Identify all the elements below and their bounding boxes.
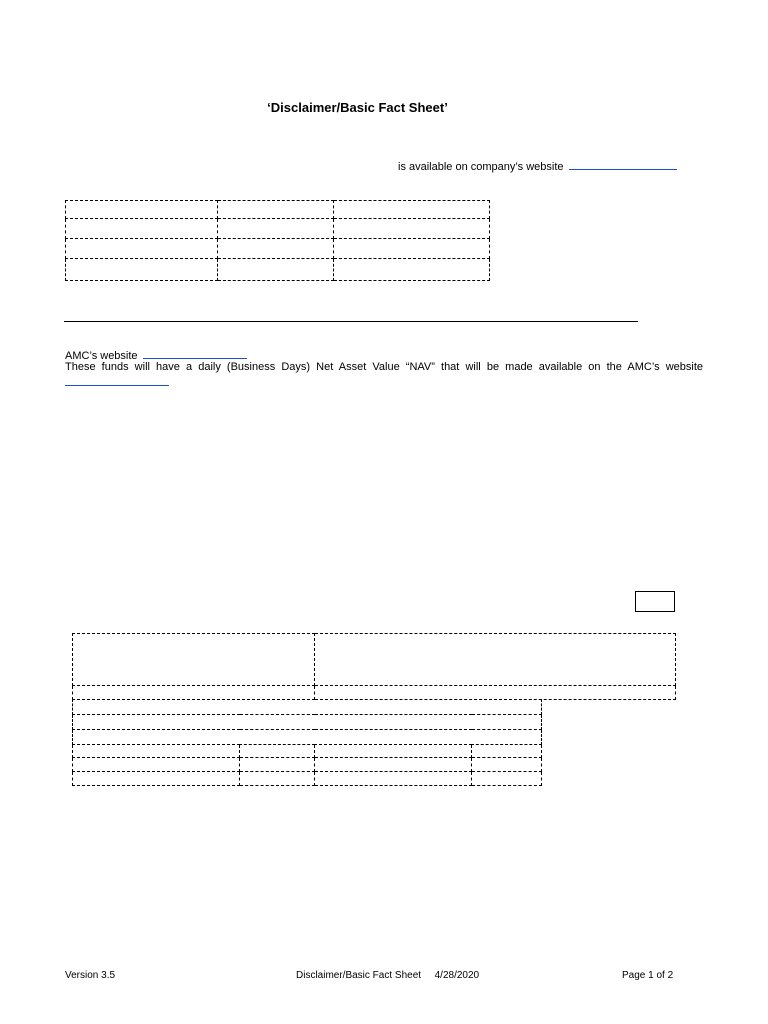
- table-cell: [240, 771, 315, 785]
- table-cell: [315, 634, 676, 686]
- table-cell: [315, 771, 472, 785]
- page-title: ‘Disclaimer/Basic Fact Sheet’: [267, 100, 448, 115]
- signature-line: [64, 321, 638, 322]
- table-cell: [472, 757, 542, 771]
- table-cell: [73, 634, 315, 686]
- table-cell: [66, 239, 218, 259]
- footer-version: Version 3.5: [65, 970, 116, 981]
- table-cell: [240, 757, 315, 771]
- table-cell: [73, 729, 542, 744]
- table-cell: [73, 757, 240, 771]
- table-cell: [218, 201, 334, 219]
- info-table-1: [65, 200, 490, 281]
- table-cell: [315, 686, 676, 700]
- table-cell: [472, 771, 542, 785]
- table-cell: [73, 714, 542, 729]
- footer-page: Page 1 of 2: [622, 970, 674, 981]
- table-cell: [66, 259, 218, 281]
- availability-line: [398, 158, 677, 174]
- table-cell: [472, 744, 542, 757]
- table-cell: [334, 219, 490, 239]
- table-cell: [334, 239, 490, 259]
- table-cell: [66, 201, 218, 219]
- table-cell: [334, 201, 490, 219]
- table-cell: [66, 219, 218, 239]
- table-cell: [73, 699, 542, 714]
- table-cell: [315, 744, 472, 757]
- footer-doc-name: Disclaimer/Basic Fact Sheet: [296, 970, 422, 981]
- footer-date: 4/28/2020: [434, 970, 480, 981]
- info-table-2: [72, 633, 676, 700]
- table-cell: [218, 219, 334, 239]
- company-website-link[interactable]: [569, 158, 677, 170]
- table-cell: [218, 259, 334, 281]
- table-cell: [73, 686, 315, 700]
- amc-website-link[interactable]: [143, 347, 247, 359]
- table-cell: [73, 771, 240, 785]
- table-cell: [218, 239, 334, 259]
- table-cell: [73, 744, 240, 757]
- nav-website-link[interactable]: [65, 373, 169, 386]
- availability-text: is available on company’s website: [398, 161, 564, 173]
- nav-text: These funds will have a daily (Business Days) Net Asset Value “NAV” that will be made available on the AMC’s website: [65, 361, 703, 373]
- table-cell: [315, 757, 472, 771]
- amc-website-label: AMC’s website: [65, 350, 138, 362]
- checkbox-field[interactable]: [635, 591, 675, 612]
- info-table-3: [72, 699, 542, 786]
- table-cell: [334, 259, 490, 281]
- table-cell: [240, 744, 315, 757]
- footer-doc-info: [296, 970, 479, 981]
